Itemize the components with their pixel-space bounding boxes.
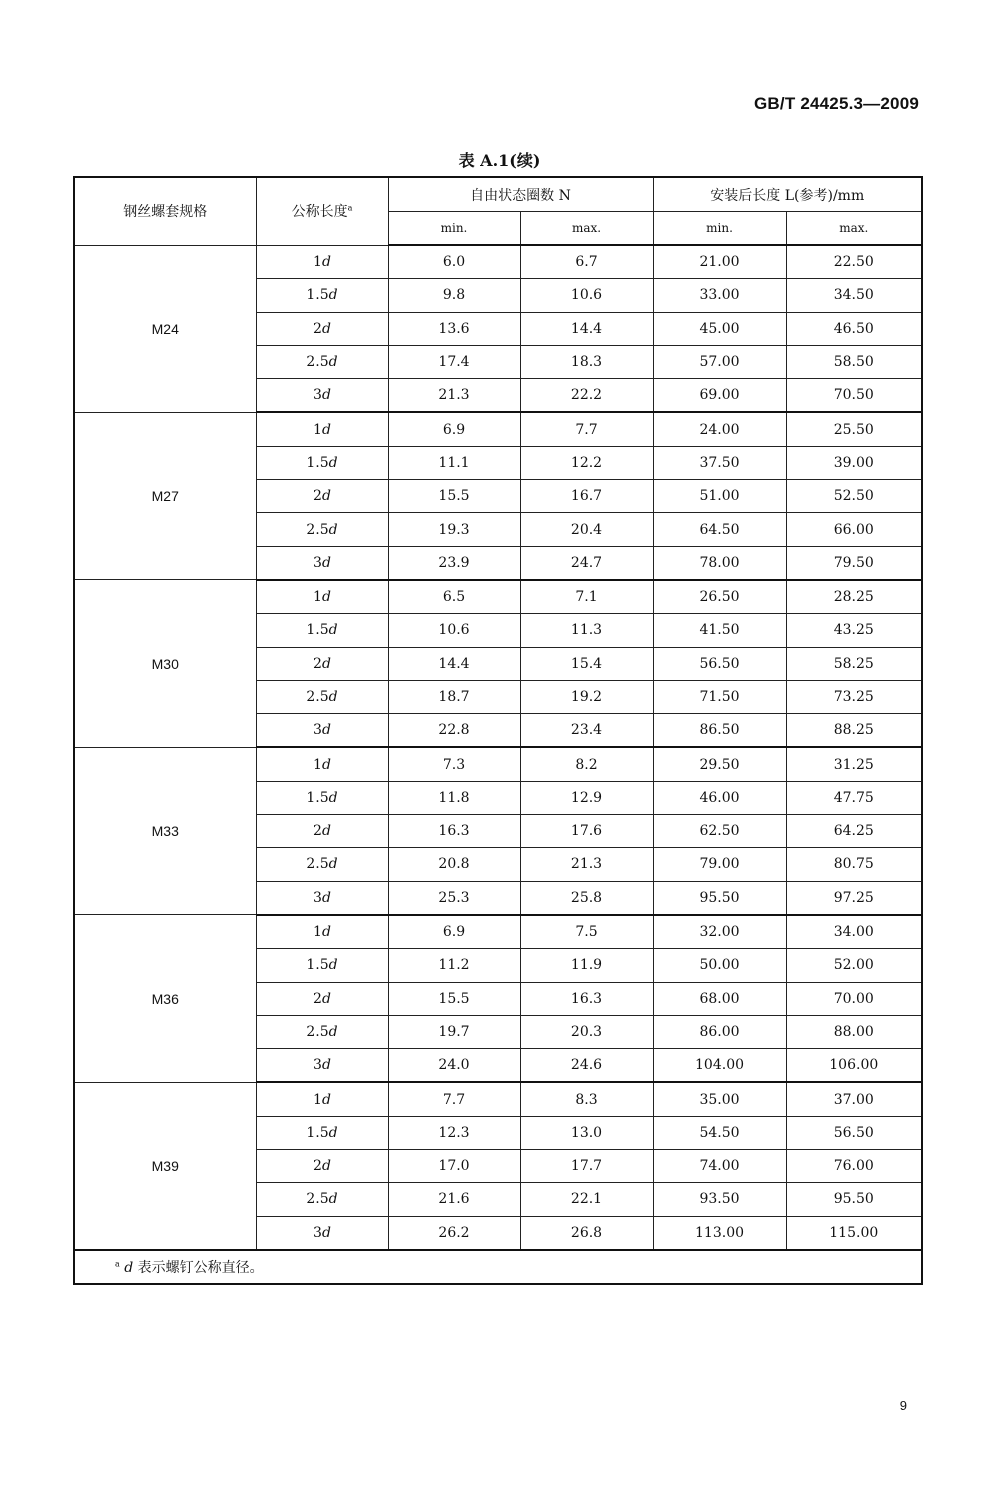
length-symbol: d (321, 1057, 331, 1074)
length-symbol: d (321, 488, 331, 505)
n-max-cell: 17.6 (520, 815, 653, 848)
length-symbol: d (321, 990, 331, 1007)
l-min-cell: 93.50 (653, 1183, 786, 1216)
spec-cell: M27 (74, 412, 256, 579)
length-multiplier: 2.5 (306, 1191, 329, 1208)
l-max-cell: 37.00 (786, 1082, 922, 1116)
spec-cell: M24 (74, 245, 256, 412)
n-max-cell: 11.9 (520, 949, 653, 982)
footnote-marker: a (347, 203, 353, 213)
length-multiplier: 2.5 (306, 856, 329, 873)
length-multiplier: 1 (313, 421, 322, 438)
length-multiplier: 2.5 (306, 354, 329, 371)
nominal-length-cell (256, 279, 388, 312)
header-l-min: min. (653, 212, 786, 246)
n-max-cell: 25.8 (520, 881, 653, 915)
footnote-marker: a (115, 1259, 120, 1269)
nominal-length-cell (256, 412, 388, 446)
length-symbol: d (328, 622, 338, 639)
nominal-length-cell (256, 580, 388, 614)
length-symbol: d (328, 1023, 338, 1040)
nominal-length-cell (256, 245, 388, 279)
length-multiplier: 2.5 (306, 1023, 329, 1040)
n-min-cell: 21.3 (388, 379, 520, 413)
l-max-cell: 76.00 (786, 1150, 922, 1183)
l-min-cell: 64.50 (653, 513, 786, 546)
n-max-cell: 18.3 (520, 345, 653, 378)
header-l-max: max. (786, 212, 922, 246)
length-symbol: d (328, 1191, 338, 1208)
l-max-cell: 58.50 (786, 345, 922, 378)
length-multiplier: 1 (313, 1091, 322, 1108)
l-max-cell: 88.25 (786, 714, 922, 748)
n-min-cell: 15.5 (388, 480, 520, 513)
n-max-cell: 11.3 (520, 614, 653, 647)
nominal-length-cell (256, 513, 388, 546)
length-multiplier: 1.5 (306, 789, 329, 806)
n-max-cell: 12.9 (520, 781, 653, 814)
length-multiplier: 3 (313, 722, 322, 739)
length-multiplier: 3 (313, 1057, 322, 1074)
nominal-length-cell (256, 949, 388, 982)
n-max-cell: 20.3 (520, 1015, 653, 1048)
l-min-cell: 41.50 (653, 614, 786, 647)
l-min-cell: 69.00 (653, 379, 786, 413)
length-symbol: d (328, 789, 338, 806)
l-max-cell: 47.75 (786, 781, 922, 814)
l-min-cell: 24.00 (653, 412, 786, 446)
l-max-cell: 22.50 (786, 245, 922, 279)
l-min-cell: 62.50 (653, 815, 786, 848)
n-min-cell: 11.8 (388, 781, 520, 814)
n-min-cell: 12.3 (388, 1116, 520, 1149)
nominal-length-cell (256, 781, 388, 814)
nominal-length-cell (256, 881, 388, 915)
nominal-length-cell (256, 647, 388, 680)
length-multiplier: 1 (313, 253, 322, 270)
length-multiplier: 1.5 (306, 287, 329, 304)
nominal-length-cell (256, 1015, 388, 1048)
header-free-coils: 自由状态圈数 N (388, 177, 653, 212)
n-max-cell: 15.4 (520, 647, 653, 680)
l-min-cell: 56.50 (653, 647, 786, 680)
l-min-cell: 45.00 (653, 312, 786, 345)
l-min-cell: 51.00 (653, 480, 786, 513)
length-symbol: d (321, 924, 331, 941)
length-symbol: d (328, 689, 338, 705)
n-min-cell: 15.5 (388, 982, 520, 1015)
nominal-length-cell (256, 982, 388, 1015)
length-symbol: d (328, 354, 338, 371)
nominal-length-cell (256, 480, 388, 513)
length-symbol: d (321, 756, 331, 773)
n-min-cell: 16.3 (388, 815, 520, 848)
l-min-cell: 71.50 (653, 680, 786, 713)
l-max-cell: 52.00 (786, 949, 922, 982)
n-max-cell: 6.7 (520, 245, 653, 279)
length-symbol: d (321, 253, 331, 270)
length-multiplier: 1.5 (306, 622, 329, 639)
nominal-length-cell (256, 312, 388, 345)
nominal-length-cell (256, 1049, 388, 1083)
n-min-cell: 13.6 (388, 312, 520, 345)
n-max-cell: 8.3 (520, 1082, 653, 1116)
length-multiplier: 2.5 (306, 689, 329, 705)
length-symbol: d (328, 287, 338, 304)
l-min-cell: 21.00 (653, 245, 786, 279)
length-symbol: d (321, 889, 331, 906)
l-max-cell: 52.50 (786, 480, 922, 513)
n-max-cell: 26.8 (520, 1216, 653, 1250)
l-max-cell: 97.25 (786, 881, 922, 915)
l-max-cell: 79.50 (786, 546, 922, 580)
n-max-cell: 12.2 (520, 446, 653, 479)
n-min-cell: 6.9 (388, 412, 520, 446)
n-max-cell: 24.7 (520, 546, 653, 580)
l-min-cell: 46.00 (653, 781, 786, 814)
nominal-length-cell (256, 614, 388, 647)
n-min-cell: 18.7 (388, 680, 520, 713)
length-multiplier: 3 (313, 1224, 322, 1241)
table-row (74, 747, 922, 781)
n-min-cell: 19.7 (388, 1015, 520, 1048)
length-symbol: d (321, 1158, 331, 1175)
n-max-cell: 19.2 (520, 680, 653, 713)
l-max-cell: 43.25 (786, 614, 922, 647)
length-symbol: d (328, 454, 338, 471)
n-max-cell: 13.0 (520, 1116, 653, 1149)
length-multiplier: 2 (313, 655, 322, 672)
nominal-length-cell (256, 915, 388, 949)
length-symbol: d (321, 823, 331, 840)
footnote-symbol: d (124, 1259, 134, 1276)
n-min-cell: 22.8 (388, 714, 520, 748)
l-max-cell: 34.50 (786, 279, 922, 312)
l-min-cell: 32.00 (653, 915, 786, 949)
n-max-cell: 16.7 (520, 480, 653, 513)
n-min-cell: 17.4 (388, 345, 520, 378)
l-min-cell: 74.00 (653, 1150, 786, 1183)
l-max-cell: 70.00 (786, 982, 922, 1015)
n-max-cell: 8.2 (520, 747, 653, 781)
l-max-cell: 28.25 (786, 580, 922, 614)
l-max-cell: 31.25 (786, 747, 922, 781)
l-min-cell: 50.00 (653, 949, 786, 982)
length-multiplier: 2 (313, 1158, 322, 1175)
l-min-cell: 29.50 (653, 747, 786, 781)
n-min-cell: 24.0 (388, 1049, 520, 1083)
l-min-cell: 113.00 (653, 1216, 786, 1250)
n-max-cell: 10.6 (520, 279, 653, 312)
l-max-cell: 39.00 (786, 446, 922, 479)
header-n-max: max. (520, 212, 653, 246)
table-footnote (74, 1250, 922, 1284)
n-min-cell: 6.5 (388, 580, 520, 614)
length-multiplier: 2 (313, 488, 322, 505)
l-min-cell: 86.50 (653, 714, 786, 748)
n-min-cell: 11.2 (388, 949, 520, 982)
table-row (74, 245, 922, 279)
n-max-cell: 21.3 (520, 848, 653, 881)
spec-cell: M39 (74, 1082, 256, 1249)
length-multiplier: 3 (313, 889, 322, 906)
length-multiplier: 1 (313, 756, 322, 773)
l-max-cell: 88.00 (786, 1015, 922, 1048)
nominal-length-cell (256, 446, 388, 479)
n-max-cell: 7.5 (520, 915, 653, 949)
n-max-cell: 7.7 (520, 412, 653, 446)
length-symbol: d (321, 1224, 331, 1241)
length-symbol: d (328, 957, 338, 974)
length-multiplier: 3 (313, 387, 322, 404)
n-min-cell: 17.0 (388, 1150, 520, 1183)
n-max-cell: 20.4 (520, 513, 653, 546)
nominal-length-cell (256, 848, 388, 881)
l-min-cell: 104.00 (653, 1049, 786, 1083)
l-max-cell: 56.50 (786, 1116, 922, 1149)
header-nominal-length-label: 公称长度 (291, 204, 348, 221)
n-min-cell: 14.4 (388, 647, 520, 680)
l-min-cell: 78.00 (653, 546, 786, 580)
table-row (74, 1082, 922, 1116)
table-row (74, 580, 922, 614)
spec-cell: M33 (74, 747, 256, 914)
nominal-length-cell (256, 1216, 388, 1250)
l-max-cell: 66.00 (786, 513, 922, 546)
n-min-cell: 6.0 (388, 245, 520, 279)
nominal-length-cell (256, 714, 388, 748)
length-symbol: d (321, 655, 331, 672)
l-max-cell: 64.25 (786, 815, 922, 848)
l-min-cell: 26.50 (653, 580, 786, 614)
n-min-cell: 6.9 (388, 915, 520, 949)
l-max-cell: 80.75 (786, 848, 922, 881)
table-caption: 表 A.1(续) (458, 151, 541, 170)
nominal-length-cell (256, 1116, 388, 1149)
l-min-cell: 35.00 (653, 1082, 786, 1116)
n-min-cell: 25.3 (388, 881, 520, 915)
length-symbol: d (321, 320, 331, 337)
l-max-cell: 46.50 (786, 312, 922, 345)
nominal-length-cell (256, 1183, 388, 1216)
length-symbol: d (328, 856, 338, 873)
l-min-cell: 79.00 (653, 848, 786, 881)
specification-table (73, 176, 923, 1285)
length-symbol: d (321, 554, 331, 571)
length-multiplier: 1.5 (306, 957, 329, 974)
length-multiplier: 1.5 (306, 454, 329, 471)
length-multiplier: 1.5 (306, 1124, 329, 1141)
header-installed-length: 安装后长度 L(参考)/mm (653, 177, 922, 212)
header-n-min: min. (388, 212, 520, 246)
nominal-length-cell (256, 1150, 388, 1183)
length-symbol: d (321, 589, 331, 606)
standard-number: GB/T 24425.3—2009 (754, 94, 919, 113)
length-symbol: d (321, 387, 331, 404)
l-min-cell: 68.00 (653, 982, 786, 1015)
l-max-cell: 73.25 (786, 680, 922, 713)
n-min-cell: 20.8 (388, 848, 520, 881)
page-number: 9 (899, 1398, 907, 1413)
n-min-cell: 10.6 (388, 614, 520, 647)
length-multiplier: 2.5 (306, 521, 329, 538)
l-min-cell: 86.00 (653, 1015, 786, 1048)
nominal-length-cell (256, 747, 388, 781)
table-row (74, 915, 922, 949)
n-max-cell: 17.7 (520, 1150, 653, 1183)
nominal-length-cell (256, 815, 388, 848)
l-max-cell: 70.50 (786, 379, 922, 413)
l-min-cell: 57.00 (653, 345, 786, 378)
length-multiplier: 2 (313, 990, 322, 1007)
n-max-cell: 22.1 (520, 1183, 653, 1216)
n-max-cell: 24.6 (520, 1049, 653, 1083)
l-max-cell: 106.00 (786, 1049, 922, 1083)
n-min-cell: 11.1 (388, 446, 520, 479)
l-min-cell: 33.00 (653, 279, 786, 312)
l-max-cell: 25.50 (786, 412, 922, 446)
length-multiplier: 1 (313, 589, 322, 606)
length-multiplier: 3 (313, 554, 322, 571)
length-symbol: d (321, 1091, 331, 1108)
length-multiplier: 2 (313, 320, 322, 337)
n-min-cell: 19.3 (388, 513, 520, 546)
l-max-cell: 58.25 (786, 647, 922, 680)
footnote-text: 表示螺钉公称直径。 (137, 1259, 264, 1276)
l-max-cell: 95.50 (786, 1183, 922, 1216)
table-row (74, 412, 922, 446)
n-min-cell: 9.8 (388, 279, 520, 312)
nominal-length-cell (256, 379, 388, 413)
n-min-cell: 7.3 (388, 747, 520, 781)
header-nominal-length (256, 177, 388, 245)
header-spec: 钢丝螺套规格 (74, 177, 256, 245)
l-max-cell: 115.00 (786, 1216, 922, 1250)
l-max-cell: 34.00 (786, 915, 922, 949)
length-multiplier: 2 (313, 823, 322, 840)
n-max-cell: 16.3 (520, 982, 653, 1015)
l-min-cell: 37.50 (653, 446, 786, 479)
n-min-cell: 23.9 (388, 546, 520, 580)
n-max-cell: 22.2 (520, 379, 653, 413)
nominal-length-cell (256, 345, 388, 378)
spec-cell: M30 (74, 580, 256, 747)
length-symbol: d (328, 521, 338, 538)
n-min-cell: 7.7 (388, 1082, 520, 1116)
n-max-cell: 23.4 (520, 714, 653, 748)
n-min-cell: 21.6 (388, 1183, 520, 1216)
spec-cell: M36 (74, 915, 256, 1082)
length-symbol: d (321, 722, 331, 739)
n-max-cell: 7.1 (520, 580, 653, 614)
n-max-cell: 14.4 (520, 312, 653, 345)
l-min-cell: 54.50 (653, 1116, 786, 1149)
length-symbol: d (328, 1124, 338, 1141)
nominal-length-cell (256, 546, 388, 580)
n-min-cell: 26.2 (388, 1216, 520, 1250)
length-multiplier: 1 (313, 924, 322, 941)
length-symbol: d (321, 421, 331, 438)
nominal-length-cell (256, 680, 388, 713)
nominal-length-cell (256, 1082, 388, 1116)
l-min-cell: 95.50 (653, 881, 786, 915)
